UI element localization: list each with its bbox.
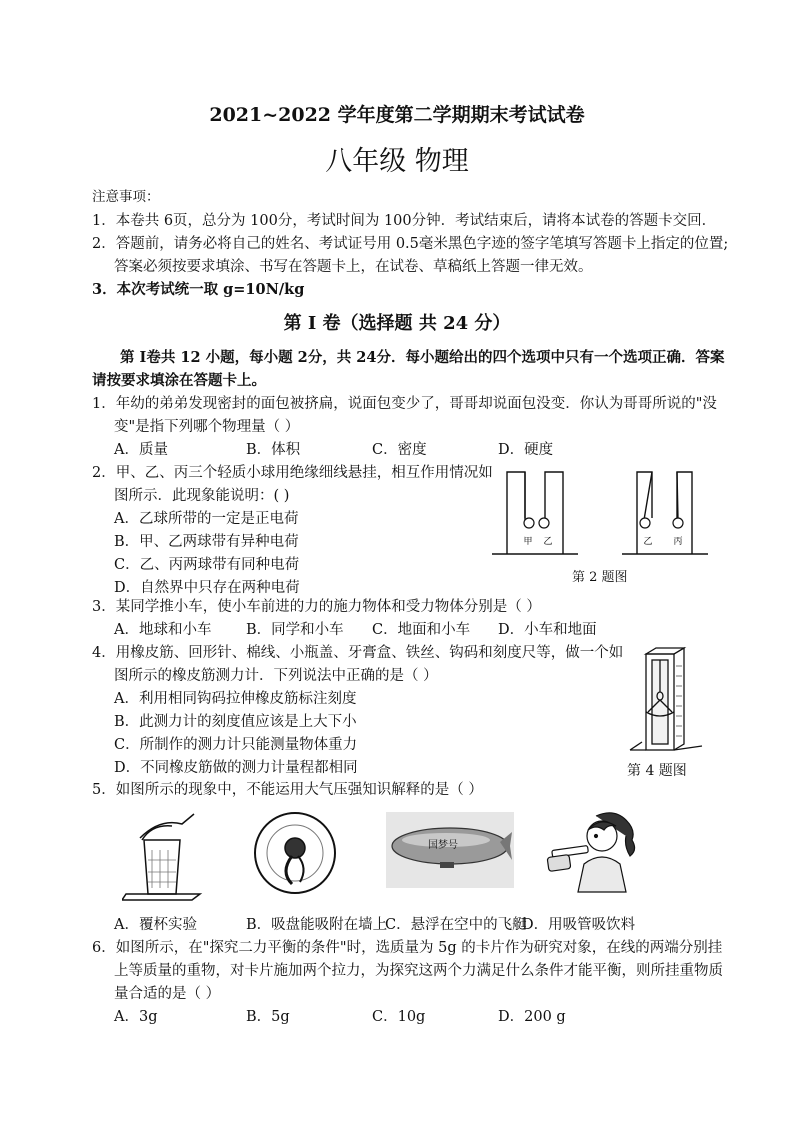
- q3-stem: 3．某同学推小车，使小车前进的力的施力物体和受力物体分别是（ ）: [92, 599, 541, 615]
- section-intro-1: 第 Ⅰ卷共 12 小题，每小题 2分，共 24分．每小题给出的四个选项中只有一个选项正确．答案: [120, 349, 725, 366]
- q4-stem-2: 图所示的橡皮筋测力计．下列说法中正确的是（ ）: [114, 668, 438, 684]
- note-3: 3．本次考试统一取 g=10N/kg: [92, 281, 305, 298]
- q5-figure-airship: [386, 812, 514, 888]
- q1-stem-1: 1．年幼的弟弟发现密封的面包被挤扁，说面包变少了，哥哥却说面包没变．你认为哥哥所说的"没: [92, 396, 717, 412]
- q4-option-b: B．此测力计的刻度值应该是上大下小: [114, 714, 357, 730]
- q5-airship-text: 国梦号: [428, 840, 458, 851]
- q6-stem-1: 6．如图所示，在"探究二力平衡的条件"时，选质量为 5g 的卡片作为研究对象，在线的两端分别挂: [92, 940, 723, 956]
- q5-option-d: D．用吸管吸饮料: [522, 917, 636, 933]
- q5-figure-straw-girl: [544, 806, 640, 894]
- q1-option-c: C．密度: [372, 442, 427, 458]
- exam-title: 2021~2022 学年度第二学期期末考试试卷: [209, 104, 585, 126]
- q3-option-b: B．同学和小车: [246, 622, 344, 638]
- notes-heading: 注意事项：: [92, 189, 160, 205]
- exam-subtitle: 八年级 物理: [325, 146, 469, 177]
- q6-option-d: D．200 g: [498, 1009, 566, 1025]
- q5-option-b: B．吸盘能吸附在墙上: [246, 917, 388, 933]
- q2-stem-2: 图所示．此现象能说明：( ): [114, 488, 290, 504]
- q1-option-b: B．体积: [246, 442, 301, 458]
- q2-label-yi: 乙: [543, 537, 553, 547]
- q2-option-d: D．自然界中只存在两种电荷: [114, 580, 300, 596]
- q3-option-a: A．地球和小车: [114, 622, 212, 638]
- q2-label-jia: 甲: [523, 537, 533, 547]
- q4-option-a: A．利用相同钩码拉伸橡皮筋标注刻度: [114, 691, 357, 707]
- q5-option-c: C．悬浮在空中的飞艇: [385, 917, 527, 933]
- q2-option-a: A．乙球所带的一定是正电荷: [114, 511, 299, 527]
- note-1: 1．本卷共 6页，总分为 100分，考试时间为 100分钟．考试结束后，请将本试卷的答题卡交回．: [92, 213, 717, 229]
- section-intro-2: 请按要求填涂在答题卡上。: [92, 372, 266, 389]
- note-2-cont: 答案必须按要求填涂、书写在答题卡上，在试卷、草稿纸上答题一律无效。: [114, 259, 593, 275]
- q4-stem-1: 4．用橡皮筋、回形针、棉线、小瓶盖、牙膏盒、铁丝、钩码和刻度尺等，做一个如: [92, 645, 624, 661]
- q2-option-b: B．甲、乙两球带有异种电荷: [114, 534, 299, 550]
- q2-caption: 第 2 题图: [572, 570, 628, 585]
- q2-option-c: C．乙、丙两球带有同种电荷: [114, 557, 300, 573]
- q2-label-yi-2: 乙: [643, 537, 653, 547]
- q5-figure-suction-cup: [252, 810, 338, 896]
- q5-option-a: A．覆杯实验: [114, 917, 197, 933]
- q1-option-d: D．硬度: [498, 442, 554, 458]
- q3-option-d: D．小车和地面: [498, 622, 597, 638]
- q4-figure: [626, 646, 706, 758]
- q1-stem-2: 变"是指下列哪个物理量（ ）: [114, 419, 300, 435]
- q5-figure-cup: [122, 810, 204, 902]
- q4-option-d: D．不同橡皮筋做的测力计量程都相同: [114, 760, 358, 776]
- q5-stem: 5．如图所示的现象中，不能运用大气压强知识解释的是（ ）: [92, 782, 483, 798]
- note-2: 2．答题前，请务必将自己的姓名、考试证号用 0.5毫米黑色字迹的签字笔填写答题卡上指定的位置;: [92, 236, 729, 252]
- q6-stem-2: 上等质量的重物，对卡片施加两个拉力，为探究这两个力满足什么条件才能平衡，则所挂重物质: [114, 963, 723, 979]
- q6-option-a: A．3g: [114, 1009, 158, 1025]
- section-title: 第 Ⅰ 卷（选择题 共 24 分）: [283, 313, 511, 334]
- q4-caption: 第 4 题图: [627, 763, 687, 779]
- q4-option-c: C．所制作的测力计只能测量物体重力: [114, 737, 358, 753]
- q1-option-a: A．质量: [114, 442, 168, 458]
- q2-label-bing: 丙: [673, 537, 683, 547]
- q6-stem-3: 量合适的是（ ）: [114, 986, 221, 1002]
- q6-option-b: B．5g: [246, 1009, 290, 1025]
- q3-option-c: C．地面和小车: [372, 622, 471, 638]
- q2-stem-1: 2．甲、乙、丙三个轻质小球用绝缘细线悬挂，相互作用情况如: [92, 465, 493, 481]
- q6-option-c: C．10g: [372, 1009, 426, 1025]
- q2-figure: [492, 468, 712, 558]
